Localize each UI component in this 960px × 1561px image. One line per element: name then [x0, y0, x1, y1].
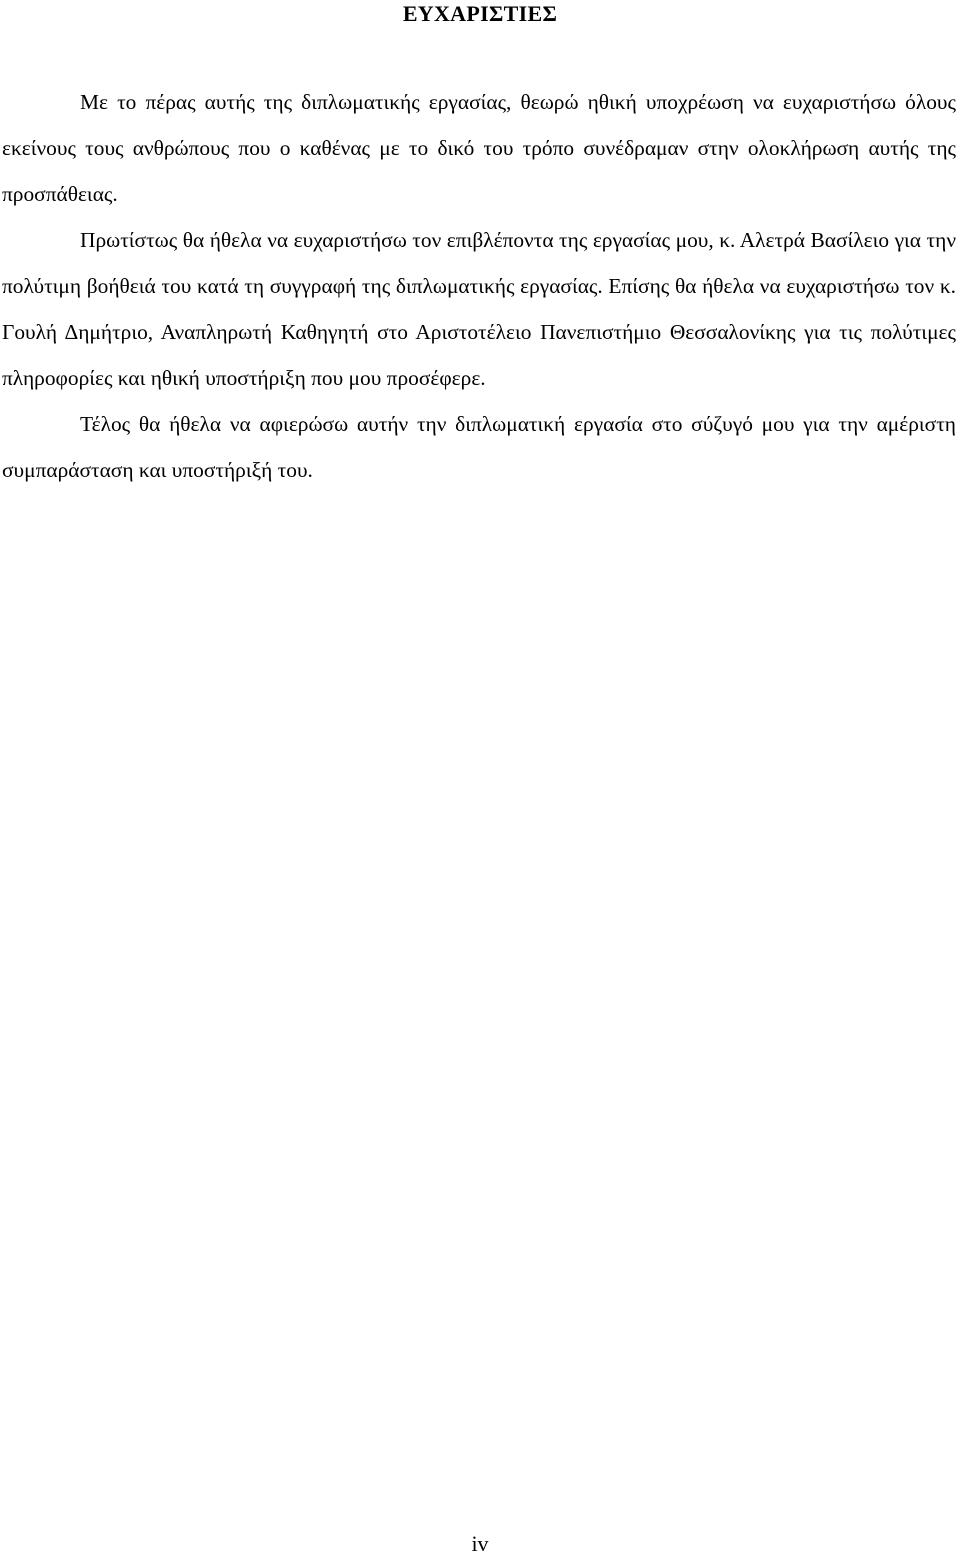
acknowledgements-body	[2, 79, 956, 493]
page-title: ΕΥΧΑΡΙΣΤΙΕΣ	[402, 1, 558, 26]
page-number: iv	[471, 1531, 489, 1556]
paragraph-dedication: Τέλος θα ήθελα να αφιερώσω αυτήν την διπλωματική εργασία στο σύζυγό μου για την αμέριστη συμπαράσταση και υποστήριξή του.	[2, 412, 956, 482]
paragraph-supervisor: Πρωτίστως θα ήθελα να ευχαριστήσω τον επιβλέποντα της εργασίας μου, κ. Αλετρά Βασίλειο για την πολύτιμη βοήθειά του κατά τη συγγραφή της διπλωματικής εργασίας. Επίσης θα ήθελα να ευχαριστήσω τον κ. Γουλή Δημήτριο, Αναπληρωτή Καθηγητή στο Αριστοτέλειο Πανεπιστήμιο Θεσσαλονίκης για τις πολύτιμες πληροφορίες και ηθική υποστήριξη που μου προσέφερε.	[2, 228, 956, 390]
paragraph-intro: Με το πέρας αυτής της διπλωματικής εργασίας, θεωρώ ηθική υποχρέωση να ευχαριστήσω όλους εκείνους τους ανθρώπους που ο καθένας με το δικό του τρόπο συνέδραμαν στην ολοκλήρωση αυτής της προσπάθειας.	[2, 90, 956, 206]
